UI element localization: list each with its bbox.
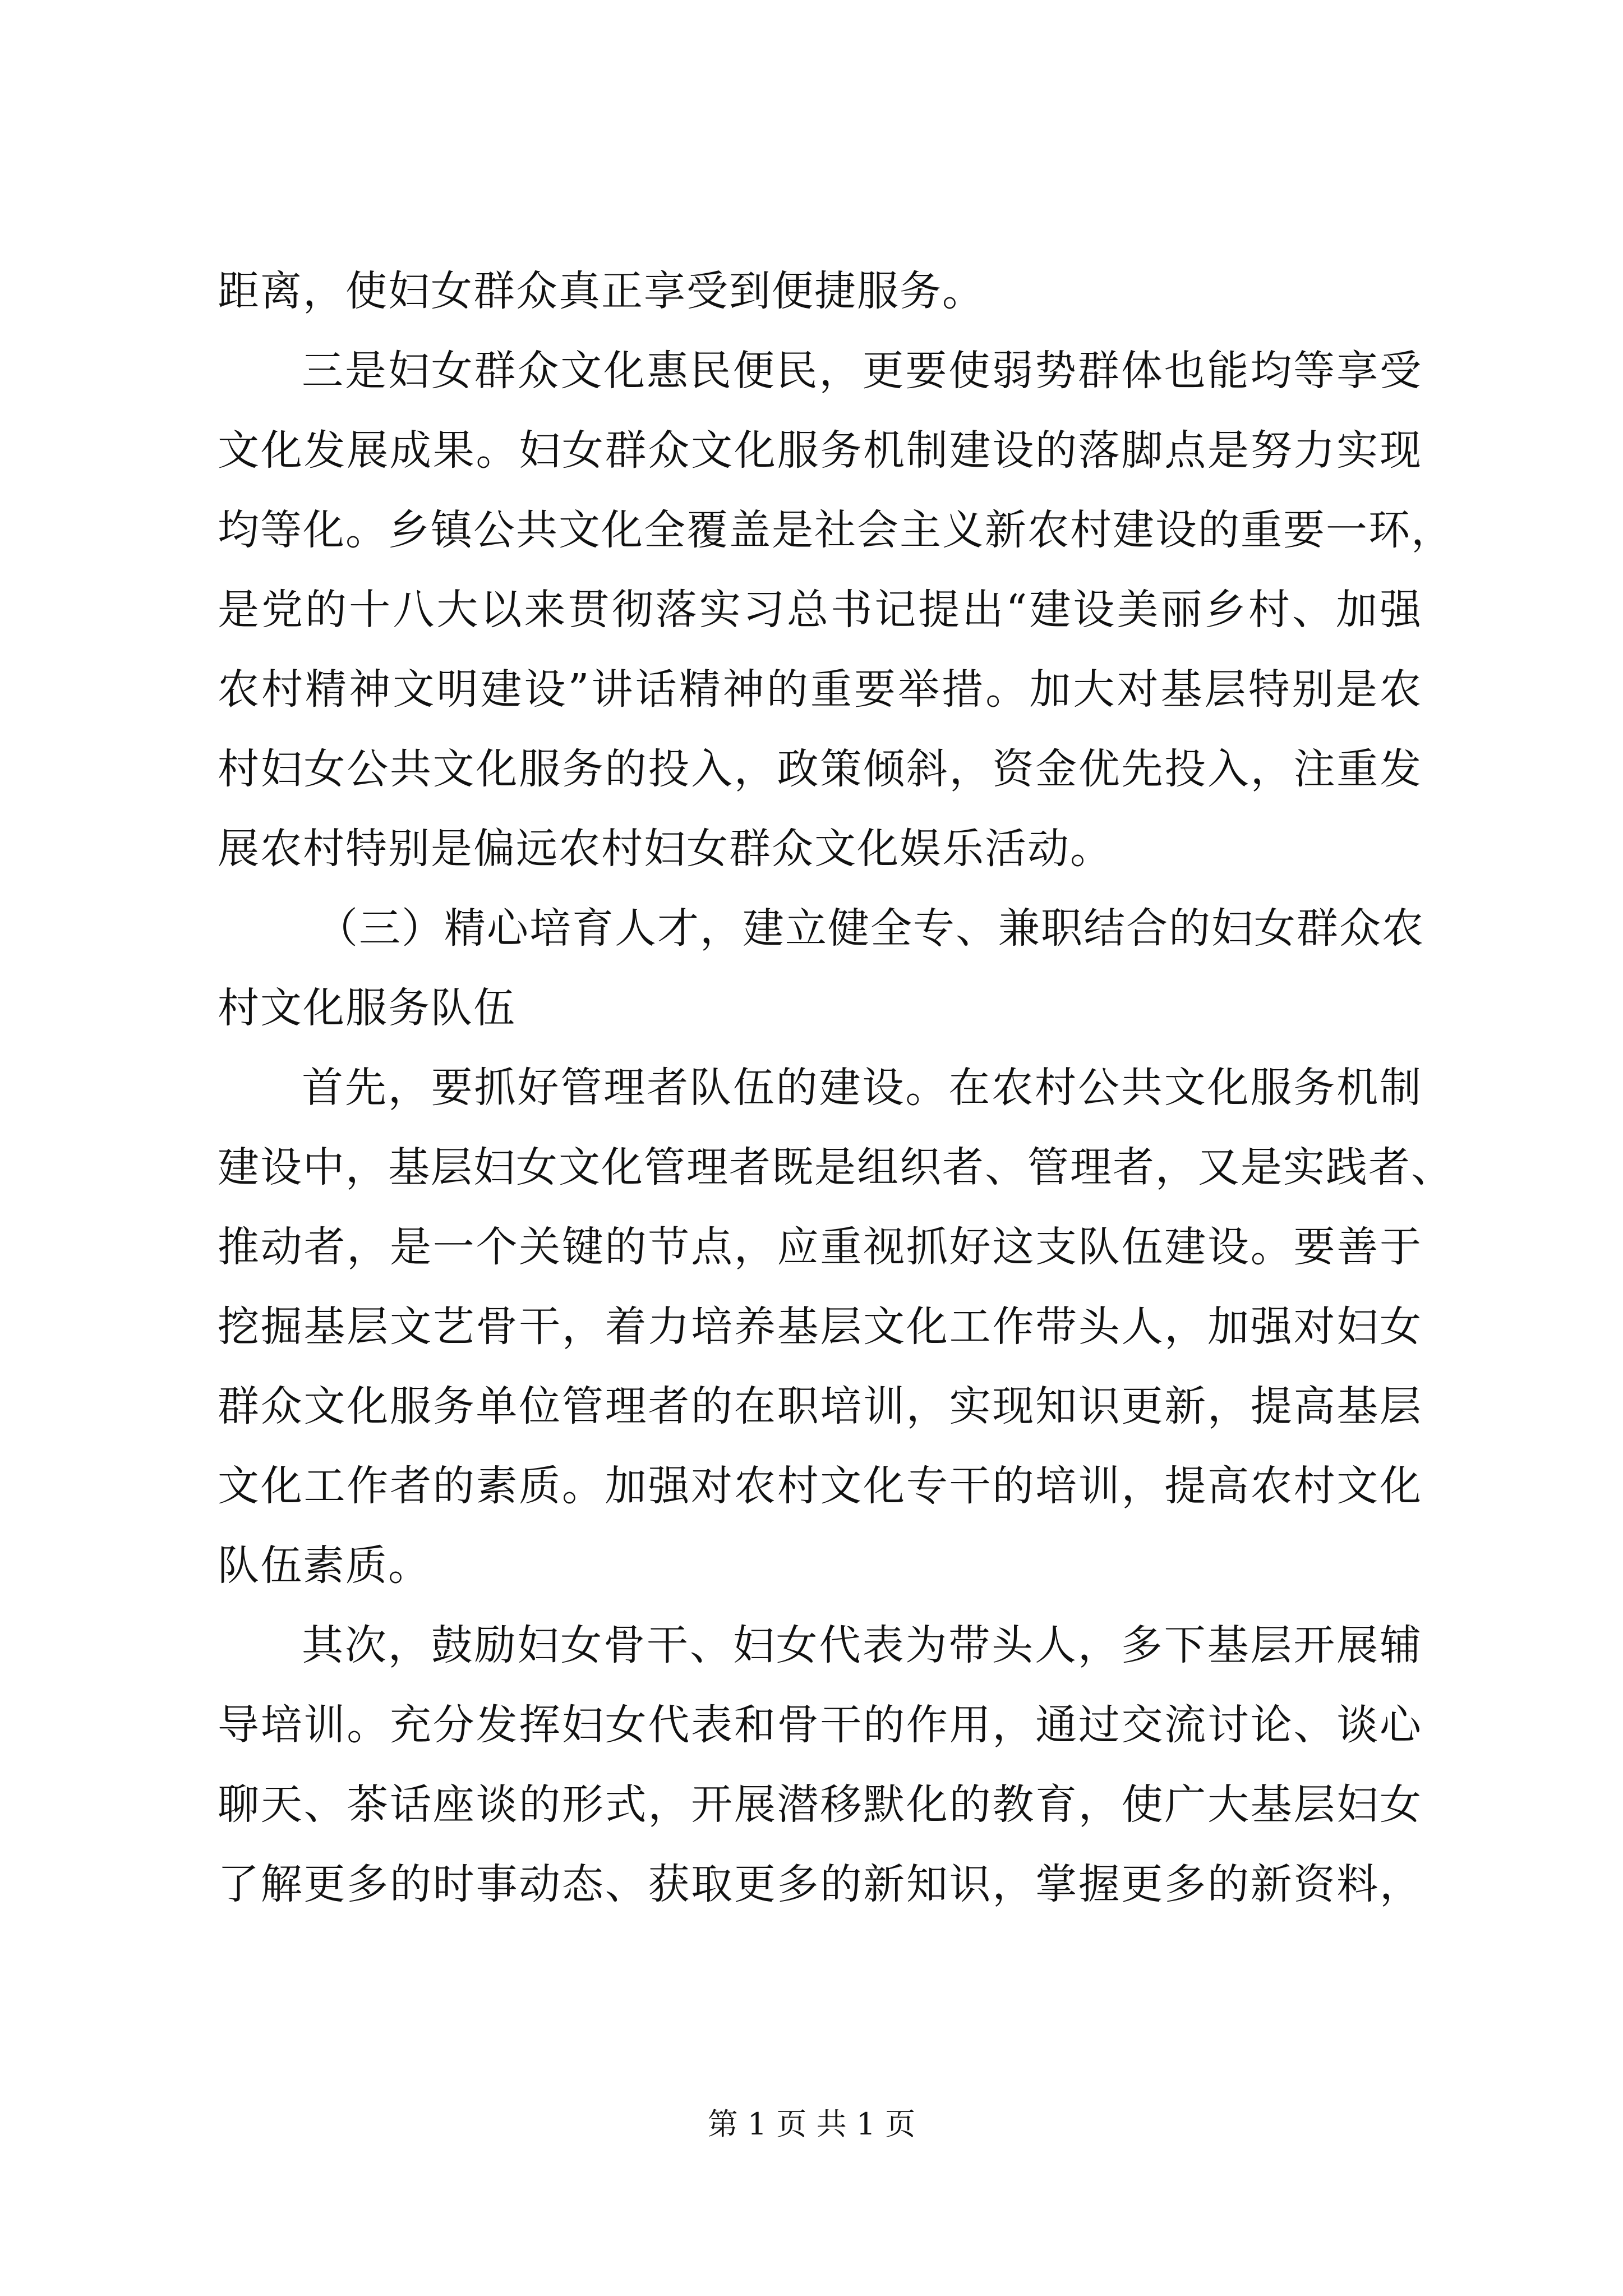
- text-line: 挖掘基层文艺骨干，着力培养基层文化工作带头人，加强对妇女: [218, 1303, 1422, 1351]
- text-line: 均等化。乡镇公共文化全覆盖是社会主义新农村建设的重要一环，: [218, 506, 1454, 554]
- text-line: 其次，鼓励妇女骨干、妇女代表为带头人，多下基层开展辅: [302, 1621, 1422, 1669]
- paragraph-continuation: [218, 251, 1422, 331]
- text-line: 群众文化服务单位管理者的在职培训，实现知识更新，提高基层: [218, 1382, 1422, 1430]
- document-body: [218, 251, 1454, 1924]
- text-line: 首先，要抓好管理者队伍的建设。在农村公共文化服务机制: [302, 1064, 1422, 1112]
- text-line: 是党的十八大以来贯彻落实习总书记提出“建设美丽乡村、加强: [218, 586, 1422, 634]
- text-line: 三是妇女群众文化惠民便民，更要使弱势群体也能均等享受: [302, 347, 1422, 395]
- text-line: 文化发展成果。妇女群众文化服务机制建设的落脚点是努力实现: [218, 426, 1422, 475]
- text-line: 了解更多的时事动态、获取更多的新知识，掌握更多的新资料，: [218, 1860, 1422, 1908]
- text-line: 农村精神文明建设”讲话精神的重要举措。加大对基层特别是农: [218, 665, 1422, 714]
- section-heading: [218, 889, 1422, 1048]
- text-line: 导培训。充分发挥妇女代表和骨干的作用，通过交流讨论、谈心: [218, 1701, 1422, 1749]
- paragraph-equalization: [218, 331, 1454, 889]
- text-line: 村妇女公共文化服务的投入，政策倾斜，资金优先投入，注重发: [218, 745, 1422, 793]
- paragraph-managers: [218, 1048, 1454, 1605]
- paragraph-backbone: [218, 1605, 1422, 1924]
- heading-line: （三）精心培育人才，建立健全专、兼职结合的妇女群众农: [316, 904, 1424, 953]
- text-line: 聊天、茶话座谈的形式，开展潜移默化的教育，使广大基层妇女: [218, 1780, 1422, 1829]
- heading-line: 村文化服务队伍: [218, 984, 516, 1032]
- text-line: 展农村特别是偏远农村妇女群众文化娱乐活动。: [218, 825, 1113, 873]
- text-line: 距离，使妇女群众真正享受到便捷服务。: [218, 267, 985, 315]
- page-number: 第 1 页 共 1 页: [707, 2106, 916, 2142]
- page-footer: [0, 2105, 1623, 2144]
- text-line: 推动者，是一个关键的节点，应重视抓好这支队伍建设。要善于: [218, 1223, 1422, 1271]
- text-line: 文化工作者的素质。加强对农村文化专干的培训，提高农村文化: [218, 1462, 1422, 1510]
- text-line: 队伍素质。: [218, 1542, 431, 1590]
- text-line: 建设中，基层妇女文化管理者既是组织者、管理者，又是实践者、: [218, 1143, 1454, 1191]
